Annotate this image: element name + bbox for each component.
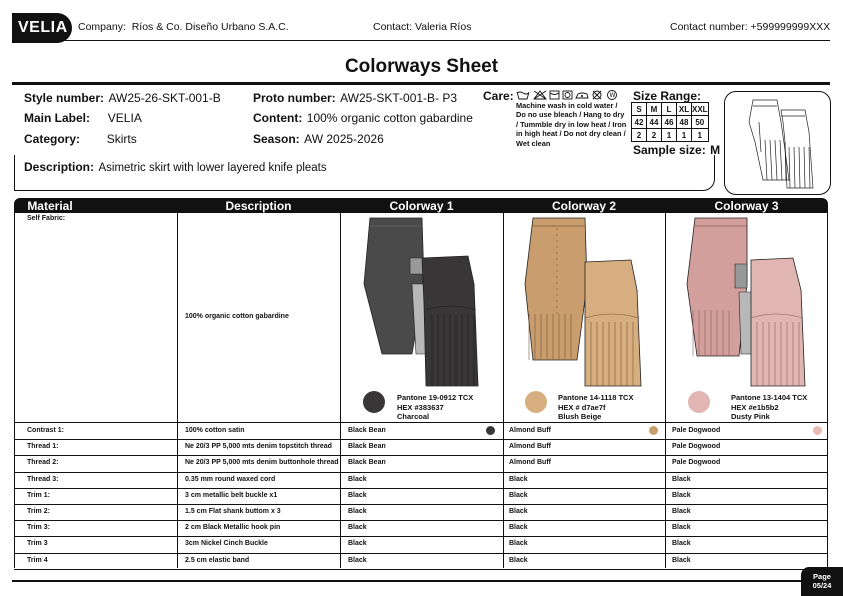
row-colorway-3: Pale Dogwood (672, 443, 721, 451)
row-material: Trim 1: (27, 491, 50, 499)
size-cell: 1 (662, 129, 677, 142)
colorway-2-swatch (525, 391, 547, 413)
skirt-flat-sketch-icon (725, 92, 830, 194)
technical-sketch (724, 91, 831, 195)
proto-number-label: Proto number: (253, 91, 336, 105)
row-colorway-2: Black (509, 508, 528, 515)
row-divider (14, 553, 828, 554)
style-number-row (24, 89, 221, 107)
size-cell: M (647, 103, 662, 116)
header-divider (12, 40, 830, 41)
row-material: Thread 2: (27, 459, 59, 467)
contact-name: Valeria Ríos (415, 21, 472, 33)
row-colorway-2: Black (509, 475, 528, 483)
colorway-3-swatch (688, 391, 710, 413)
self-fabric-description: 100% organic cotton gabardine (185, 313, 289, 320)
row-colorway-1: Black Bean (348, 427, 386, 434)
company-line (78, 21, 289, 33)
colorway-1-hex: HEX #383637 (397, 402, 444, 412)
content-value: 100% organic cotton gabardine (306, 111, 473, 125)
size-range-label: Size Range: (633, 89, 702, 103)
colorway-1-skirt-illustration (342, 214, 502, 392)
size-range-table (631, 102, 709, 142)
skirt-back-panel (751, 258, 805, 386)
colorway-2-info (558, 393, 633, 422)
category-value: Skirts (106, 132, 137, 146)
size-cell: XXL (692, 104, 708, 114)
care-label: Care: (483, 89, 514, 103)
size-cell: 48 (677, 116, 692, 129)
row-description: Ne 20/3 PP 5,000 mts denim topstitch thread (185, 443, 332, 451)
row-description: 3 cm metallic belt buckle x1 (185, 491, 278, 499)
content-row (253, 109, 473, 127)
svg-text:W: W (609, 92, 616, 99)
size-cell: 2 (632, 129, 647, 142)
proto-number-row (253, 89, 457, 107)
row-divider (14, 422, 828, 423)
row-divider (14, 455, 828, 456)
row-divider (14, 536, 828, 537)
row-colorway-3: Pale Dogwood (672, 427, 721, 434)
row-colorway-1: Black (348, 475, 367, 483)
row-colorway-2: Black (509, 524, 528, 532)
row-colorway-3: Black (672, 556, 691, 564)
company-label: Company: (78, 21, 126, 33)
main-label-value: VELIA (107, 111, 142, 125)
contrast-color-dot (649, 426, 658, 435)
proto-number-value: AW25-SKT-001-B- P3 (340, 91, 458, 105)
style-number-label: Style number: (24, 91, 105, 105)
row-colorway-1: Black (348, 508, 367, 515)
size-qty-row (632, 129, 709, 142)
col-header-material: Material (27, 199, 73, 213)
row-divider (14, 488, 828, 489)
row-material: Trim 3: (27, 524, 50, 532)
colorway-3-info (731, 393, 807, 422)
phone-label: Contact number: (670, 21, 748, 33)
brand-logo: VELIA (12, 13, 72, 43)
phone-number: +599999999XXX (750, 21, 831, 33)
row-colorway-1: Black (348, 491, 367, 499)
row-colorway-3: Pale Dogwood (672, 459, 721, 467)
table-border (14, 213, 15, 568)
row-colorway-2: Almond Buff (509, 443, 551, 451)
row-colorway-1: Black (348, 540, 367, 548)
column-divider (503, 213, 504, 568)
row-description: 0.35 mm round waxed cord (185, 475, 276, 483)
row-material: Thread 3: (27, 475, 59, 483)
description-label: Description: (24, 160, 95, 174)
row-material: Trim 4 (27, 556, 48, 564)
col-header-description: Description (225, 199, 292, 213)
row-colorway-3: Black (672, 491, 691, 499)
colorway-1-pantone: Pantone 19-0912 TCX (397, 393, 474, 402)
colorway-3-hex: HEX #e1b5b2 (731, 402, 779, 412)
row-colorway-3: Black (672, 524, 691, 532)
colorway-2-hex: HEX # d7ae7f (558, 402, 606, 412)
table-border (827, 213, 828, 568)
column-divider (665, 213, 666, 568)
contrast-color-dot (813, 426, 822, 435)
row-material: Thread 1: (27, 443, 59, 451)
colorway-3-name: Dusty Pink (731, 412, 770, 421)
footer-divider (12, 580, 802, 582)
row-divider (14, 439, 828, 440)
company-name: Ríos & Co. Diseño Urbano S.A.C. (131, 21, 289, 33)
row-colorway-3: Black (672, 540, 691, 548)
contact-line (373, 21, 471, 33)
size-cell: 1 (677, 129, 692, 142)
size-cell: 2 (647, 129, 662, 142)
colorway-1-info (397, 393, 473, 422)
row-description: 2 cm Black Metallic hook pin (185, 524, 281, 532)
row-material: Trim 2: (27, 508, 50, 515)
colorway-2-name: Blush Beige (558, 412, 602, 421)
row-divider (14, 472, 828, 473)
col-header-colorway-1: Colorway 1 (389, 199, 454, 213)
colorway-2-pantone: Pantone 14-1118 TCX (558, 393, 634, 402)
row-description: 2.5 cm elastic band (185, 556, 250, 564)
season-row (253, 130, 384, 148)
size-cell: 1 (692, 129, 709, 142)
row-description: 3cm Nickel Cinch Buckle (185, 540, 268, 548)
row-colorway-1: Black Bean (348, 443, 386, 451)
season-value: AW 2025-2026 (304, 132, 384, 146)
page-label: Page (813, 572, 831, 581)
page-indicator (801, 567, 843, 596)
description-row (24, 158, 327, 176)
care-instructions: Machine wash in cold water / Do no use bleach / Hang to dry / Tummble dry in low heat / Iron in high heat / Do not dry clean / Wet clean (516, 101, 627, 148)
style-number-value: AW25-26-SKT-001-B (108, 91, 221, 105)
colorway-1-name: Charcoal (397, 412, 430, 421)
row-colorway-1: Black (348, 556, 367, 564)
row-colorway-2: Almond Buff (509, 427, 551, 434)
size-cell: 44 (647, 116, 662, 129)
page-number: 05/24 (812, 581, 832, 590)
category-row (24, 130, 137, 148)
column-divider (340, 213, 341, 568)
season-label: Season: (253, 132, 300, 146)
main-label-label: Main Label: (24, 111, 91, 125)
sample-size-value: M (710, 143, 721, 157)
row-description: 100% cotton satin (185, 427, 245, 434)
colorway-1-swatch (363, 391, 385, 413)
category-label: Category: (24, 132, 81, 146)
size-cell: S (632, 103, 647, 116)
phone-line (670, 21, 830, 33)
size-cell: 46 (662, 116, 677, 129)
description-value: Asimetric skirt with lower layered knife pleats (98, 162, 327, 174)
content-label: Content: (253, 111, 303, 125)
size-labels-row (632, 103, 709, 116)
row-colorway-1: Black Bean (348, 459, 386, 467)
size-values-row (632, 116, 709, 129)
contact-label: Contact: (373, 21, 413, 33)
size-cell: 42 (632, 116, 647, 129)
col-header-colorway-2: Colorway 2 (551, 199, 617, 213)
row-colorway-2: Black (509, 491, 528, 499)
row-material: Trim 3 (27, 540, 48, 548)
row-description: 1.5 cm Flat shank buttom x 3 (185, 508, 281, 515)
page-title: Colorways Sheet (344, 56, 499, 77)
title-divider (12, 82, 830, 85)
row-colorway-2: Black (509, 540, 528, 548)
size-cell: L (662, 103, 677, 116)
row-colorway-2: Black (509, 556, 528, 564)
row-material: Contrast 1: (27, 427, 64, 434)
colorway-3-pantone: Pantone 13-1404 TCX (731, 393, 808, 402)
care-symbols-icon (516, 89, 624, 101)
main-label-row (24, 109, 142, 127)
skirt-back-panel (585, 260, 641, 386)
row-colorway-3: Black (672, 508, 691, 515)
contrast-color-dot (486, 426, 495, 435)
row-colorway-2: Almond Buff (509, 459, 551, 467)
row-divider (14, 504, 828, 505)
skirt-front-panel (525, 218, 587, 360)
row-divider (14, 520, 828, 521)
row-divider (14, 569, 828, 570)
row-description: Ne 20/3 PP 5,000 mts denim buttonhole thread (185, 459, 339, 467)
sample-size-label: Sample size: (633, 143, 706, 157)
colorway-2-skirt-illustration (505, 214, 665, 392)
self-fabric-label: Self Fabric: (27, 215, 66, 222)
size-cell: 50 (692, 116, 709, 129)
row-colorway-1: Black (348, 524, 367, 532)
size-cell: XL (677, 103, 692, 116)
colorway-3-skirt-illustration (667, 214, 827, 392)
row-colorway-3: Black (672, 475, 691, 483)
column-divider (177, 213, 178, 568)
col-header-colorway-3: Colorway 3 (714, 199, 779, 213)
